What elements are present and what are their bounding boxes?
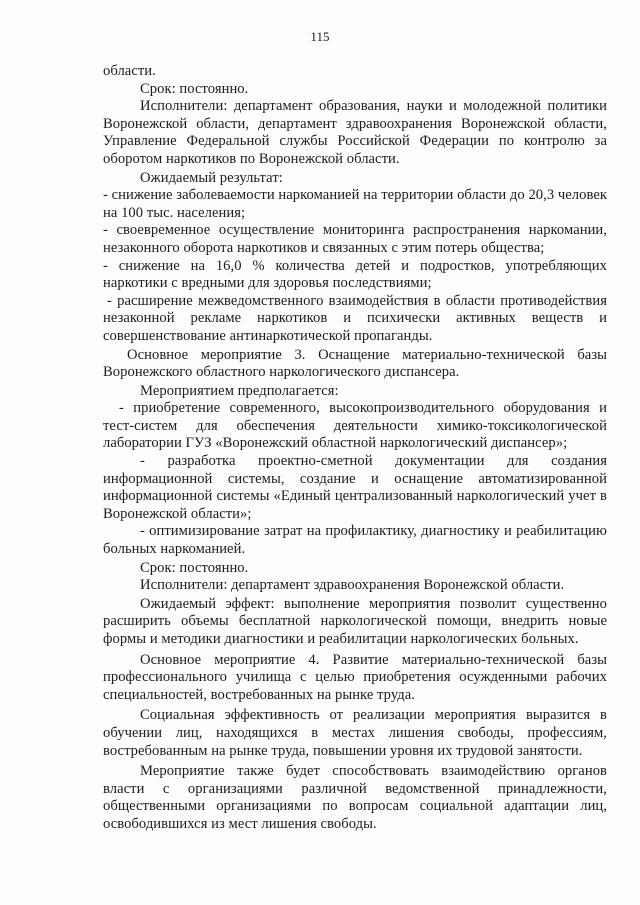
paragraph-deadline: Срок: постоянно.: [140, 559, 249, 576]
list-item: - разработка проектно-сметной документации для создания информационной системы, создание и оснащение автоматизированной информационной системы «Единый централизованный наркологический учет в Воронежской области»;: [103, 453, 607, 522]
paragraph-deadline: Срок: постоянно.: [140, 80, 249, 97]
paragraph-continuation: области.: [103, 63, 156, 79]
paragraph-expected-result-heading: Ожидаемый результат:: [140, 169, 283, 186]
paragraph-executors: Исполнители: департамент здравоохранения Воронежской области.: [140, 577, 565, 594]
list-item: - расширение межведомственного взаимодействия в области противодействия незаконной рекламе наркотиков и психически активных веществ и совершенствование антинаркотической пропаганды.: [103, 292, 607, 344]
document-body: [103, 63, 607, 834]
page-number: 115: [310, 29, 330, 44]
paragraph-expected-effect: Ожидаемый эффект: выполнение мероприятия позволит существенно расширить объемы бесплатной наркологической помощи, внедрить новые формы и методики диагностики и реабилитации наркологических больных.: [103, 595, 607, 647]
list-item: - приобретение современного, высокопроизводительного оборудования и тест-систем для обеспечения деятельности химико-токсикологической лаборатории ГУЗ «Воронежский областной наркологический диспансер»;: [103, 400, 607, 452]
list-item: - снижение заболеваемости наркоманией на территории области до 20,3 человек на 100 тыс. населения;: [103, 187, 607, 221]
paragraph-activity-assumes: Мероприятием предполагается:: [140, 382, 339, 399]
paragraph-main-activity-3: Основное мероприятие 3. Оснащение материально-технической базы Воронежского областного наркологического диспансера.: [103, 346, 607, 381]
paragraph-social-effectiveness: Социальная эффективность от реализации мероприятия выразится в обучении лиц, находящихся в местах лишения свободы, профессиям, востребованным на рынке труда, повышении уровня их трудовой занятости.: [103, 707, 607, 759]
list-item: - снижение на 16,0 % количества детей и подростков, употребляющих наркотики с вредными для здоровья последствиями;: [103, 257, 607, 292]
paragraph-main-activity-4: Основное мероприятие 4. Развитие материально-технической базы профессионального училища с целью приобретения осужденными рабочих специальностей, востребованных на рынке труда.: [103, 651, 607, 703]
paragraph-interaction: Мероприятие также будет способствовать взаимодействию органов власти с организациями различной ведомственной принадлежности, общественными организациями по вопросам социальной адаптации лиц, освободившихся из мест лишения свободы.: [103, 763, 607, 832]
list-item: - своевременное осуществление мониторинга распространения наркомании, незаконного оборота наркотиков и связанных с этим потерь общества;: [103, 222, 607, 256]
list-item: - оптимизирование затрат на профилактику, диагностику и реабилитацию больных наркоманией.: [103, 523, 607, 558]
paragraph-executors: Исполнители: департамент образования, науки и молодежной политики Воронежской области, департамент здравоохранения Воронежской области, Управление Федеральной службы Российской Федерации по контролю за оборотом наркотиков по Воронежской области.: [103, 98, 607, 167]
